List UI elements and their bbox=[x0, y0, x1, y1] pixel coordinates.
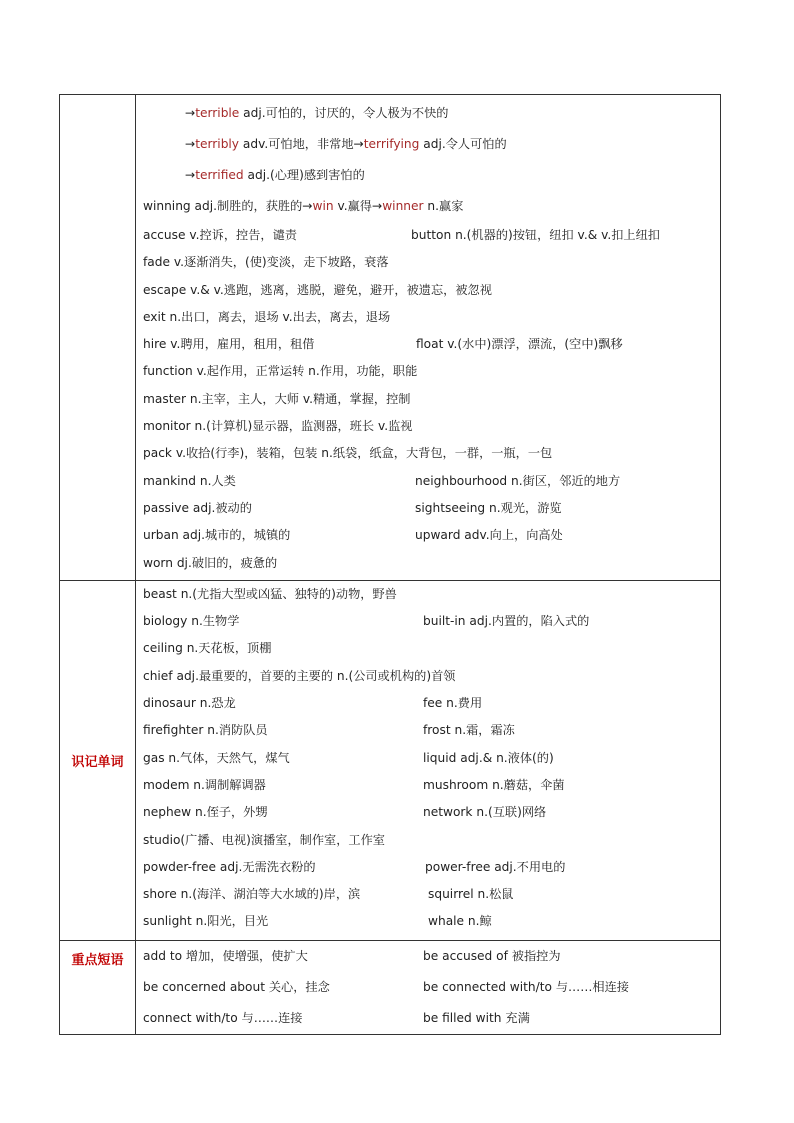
vocab-entry: neighbourhood n.街区，邻近的地方 bbox=[415, 473, 621, 488]
vocab-entry: dinosaur n.恐龙 bbox=[143, 696, 236, 711]
vocab-line bbox=[143, 160, 720, 191]
line-text: adj.令人可怕的 bbox=[419, 137, 507, 151]
highlighted-word: terrifying bbox=[363, 137, 420, 151]
vocab-entry: frost n.霜，霜冻 bbox=[423, 723, 515, 738]
highlighted-word: winner bbox=[382, 199, 424, 213]
section-label: 识记单词 bbox=[60, 581, 136, 940]
vocab-entry: hire v.聘用，雇用，租用，租借 bbox=[143, 337, 315, 352]
section-memorize-words bbox=[60, 580, 720, 940]
line-text: → bbox=[185, 137, 196, 151]
vocab-line bbox=[143, 98, 720, 129]
line-text: n.赢家 bbox=[423, 199, 464, 213]
vocab-entry: sightseeing n.观光，游览 bbox=[415, 500, 562, 515]
vocab-entry: worn dj.破旧的，疲惫的 bbox=[143, 555, 278, 570]
vocab-line bbox=[143, 468, 720, 495]
vocab-entry: gas n.气体，天然气，煤气 bbox=[143, 750, 290, 765]
vocab-line bbox=[143, 663, 720, 690]
vocab-line bbox=[143, 690, 720, 717]
vocab-line bbox=[143, 413, 720, 440]
line-text: adj.可怕的，讨厌的，令人极为不快的 bbox=[239, 106, 449, 120]
highlighted-word: win bbox=[312, 199, 334, 213]
vocab-entry: mankind n.人类 bbox=[143, 473, 236, 488]
section-derived-words bbox=[60, 95, 720, 580]
vocab-entry: monitor n.(计算机)显示器，监测器，班长 v.监视 bbox=[143, 419, 413, 434]
vocab-entry: be connected with/to 与……相连接 bbox=[423, 979, 629, 994]
vocab-entry: ceiling n.天花板，顶棚 bbox=[143, 641, 272, 656]
vocab-entry: powder-free adj.无需洗衣粉的 bbox=[143, 859, 316, 874]
vocab-entry: sunlight n.阳光，目光 bbox=[143, 914, 269, 929]
vocab-entry: whale n.鲸 bbox=[428, 914, 492, 929]
vocab-entry: fee n.费用 bbox=[423, 696, 483, 711]
vocab-entry: studio(广播、电视)演播室，制作室，工作室 bbox=[143, 832, 385, 847]
line-text: adj.(心理)感到害怕的 bbox=[243, 168, 365, 182]
section-key-phrases bbox=[60, 940, 720, 1034]
vocab-entry: function v.起作用，正常运转 n.作用，功能，职能 bbox=[143, 364, 418, 379]
line-text: → bbox=[185, 106, 196, 120]
vocab-line bbox=[143, 249, 720, 276]
vocab-entry: modem n.调制解调器 bbox=[143, 777, 266, 792]
vocab-line bbox=[143, 608, 720, 635]
line-text: → bbox=[185, 168, 196, 182]
section-content bbox=[136, 941, 720, 1034]
vocab-line bbox=[143, 277, 720, 304]
vocab-entry: built-in adj.内置的，陷入式的 bbox=[423, 614, 590, 629]
vocab-line bbox=[143, 881, 720, 908]
vocab-line bbox=[143, 495, 720, 522]
vocab-entry: exit n.出口，离去，退场 v.出去，离去，退场 bbox=[143, 309, 391, 324]
vocab-entry: biology n.生物学 bbox=[143, 614, 240, 629]
vocab-line bbox=[143, 358, 720, 385]
vocab-line bbox=[143, 386, 720, 413]
highlighted-word: terrified bbox=[195, 168, 244, 182]
vocab-entry: connect with/to 与……连接 bbox=[143, 1010, 303, 1025]
vocab-entry: fade v.逐渐消失，(使)变淡，走下坡路，衰落 bbox=[143, 255, 389, 270]
vocab-line bbox=[143, 745, 720, 772]
vocab-entry: master n.主宰，主人，大师 v.精通，掌握，控制 bbox=[143, 391, 411, 406]
vocab-line bbox=[143, 331, 720, 358]
vocab-line bbox=[143, 717, 720, 744]
line-text: adv.可怕地，非常地→ bbox=[239, 137, 364, 151]
vocab-entry: shore n.(海洋、湖泊等大水域的)岸，滨 bbox=[143, 887, 361, 902]
section-label: 重点短语 bbox=[60, 941, 136, 1034]
vocab-line bbox=[143, 635, 720, 662]
vocab-line bbox=[143, 581, 720, 608]
vocab-entry: upward adv.向上，向高处 bbox=[415, 528, 563, 543]
vocab-entry: beast n.(尤指大型或凶猛、独特的)动物，野兽 bbox=[143, 586, 397, 601]
vocab-line bbox=[143, 1003, 720, 1034]
vocab-entry: button n.(机器的)按钮，纽扣 v.& v.扣上纽扣 bbox=[411, 228, 660, 242]
vocab-line bbox=[143, 941, 720, 972]
vocab-line bbox=[143, 222, 720, 249]
highlighted-word: terrible bbox=[195, 106, 240, 120]
vocab-entry: accuse v.控诉，控告，谴责 bbox=[143, 228, 297, 242]
vocab-line bbox=[143, 440, 720, 467]
vocab-entry: network n.(互联)网络 bbox=[423, 805, 547, 820]
section-label bbox=[60, 95, 136, 580]
vocab-entry: squirrel n.松鼠 bbox=[428, 887, 514, 902]
vocab-line bbox=[143, 550, 720, 577]
vocab-entry: power-free adj.不用电的 bbox=[425, 859, 566, 874]
vocab-entry: firefighter n.消防队员 bbox=[143, 723, 268, 738]
vocab-entry: mushroom n.蘑菇，伞菌 bbox=[423, 777, 565, 792]
vocab-line bbox=[143, 129, 720, 160]
vocab-entry: be accused of 被指控为 bbox=[423, 948, 561, 963]
vocab-line bbox=[143, 191, 720, 222]
vocabulary-table bbox=[59, 94, 721, 1035]
vocab-line bbox=[143, 827, 720, 854]
vocab-entry: liquid adj.& n.液体(的) bbox=[423, 750, 554, 765]
vocab-entry: add to 增加，使增强，使扩大 bbox=[143, 948, 308, 963]
vocab-line bbox=[143, 854, 720, 881]
vocab-entry: pack v.收拾(行李)，装箱，包装 n.纸袋，纸盒，大背包，一群，一瓶，一包 bbox=[143, 446, 553, 461]
vocab-entry: float v.(水中)漂浮，漂流，(空中)飘移 bbox=[416, 337, 623, 352]
vocab-entry: chief adj.最重要的，首要的主要的 n.(公司或机构的)首领 bbox=[143, 668, 456, 683]
highlighted-word: terribly bbox=[195, 137, 240, 151]
vocab-line bbox=[143, 972, 720, 1003]
vocab-entry: escape v.& v.逃跑，逃离，逃脱，避免，避开，被遗忘，被忽视 bbox=[143, 282, 492, 297]
vocab-line bbox=[143, 304, 720, 331]
vocab-line bbox=[143, 522, 720, 549]
vocab-entry: be filled with 充满 bbox=[423, 1010, 530, 1025]
line-text: v.赢得→ bbox=[333, 199, 383, 213]
vocab-line bbox=[143, 908, 720, 935]
vocab-entry: passive adj.被动的 bbox=[143, 500, 252, 515]
vocab-line bbox=[143, 772, 720, 799]
section-content bbox=[136, 581, 720, 940]
line-text: winning adj.制胜的，获胜的→ bbox=[143, 199, 313, 213]
section-content bbox=[136, 95, 720, 580]
vocab-entry: nephew n.侄子，外甥 bbox=[143, 805, 268, 820]
vocab-entry: be concerned about 关心，挂念 bbox=[143, 979, 330, 994]
vocab-entry: urban adj.城市的，城镇的 bbox=[143, 528, 291, 543]
vocab-line bbox=[143, 799, 720, 826]
